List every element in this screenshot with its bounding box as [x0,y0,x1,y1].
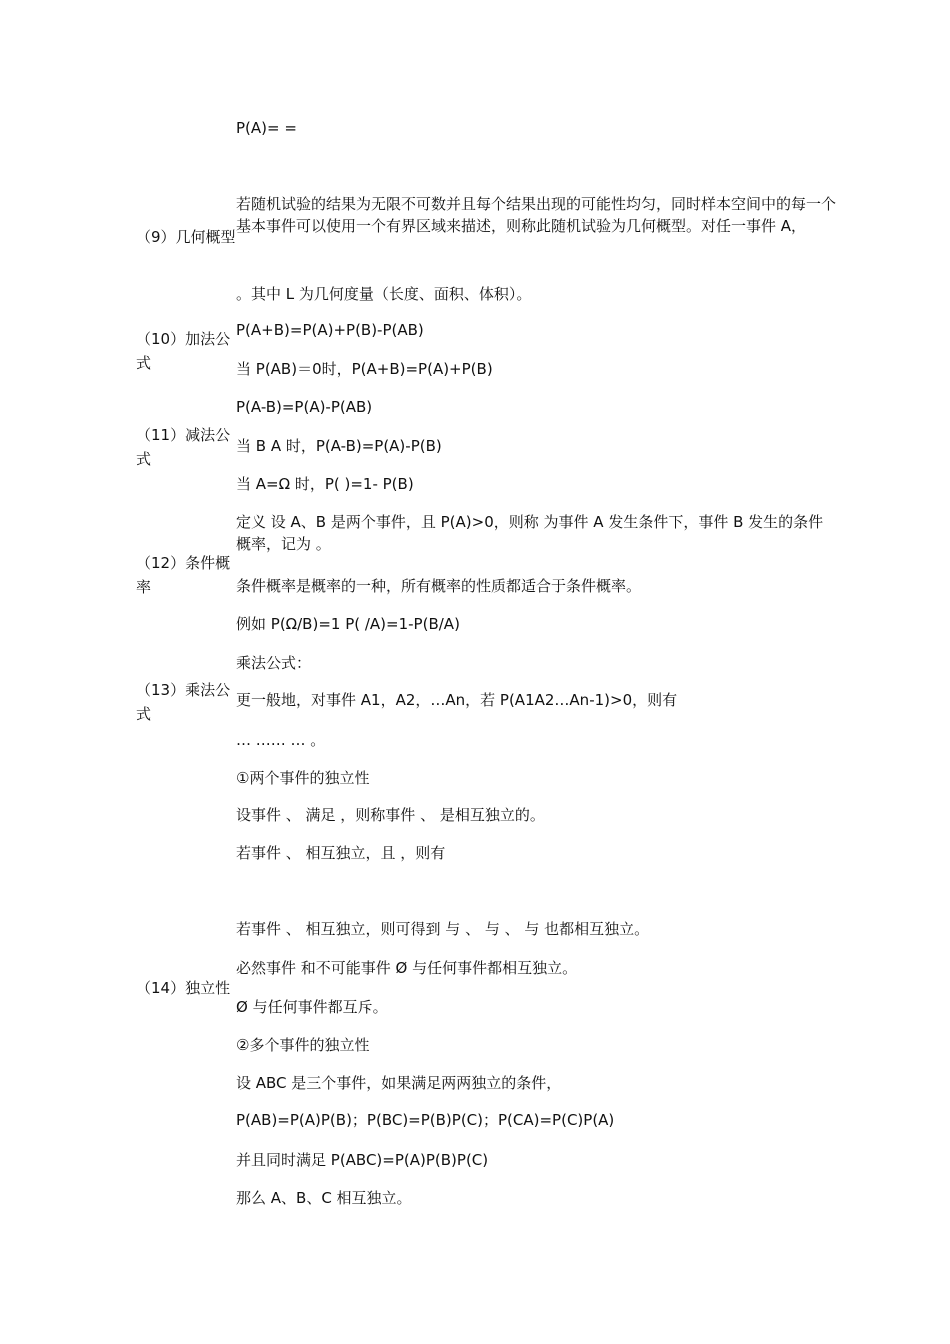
independence-empty-set-mutually-exclusive: Ø 与任何事件都互斥。 [236,998,388,1016]
independence-two-events-heading: ①两个事件的独立性 [236,769,370,787]
multiplication-title: 乘法公式： [236,654,312,672]
multiplication-ellipsis: … …… … 。 [236,731,326,749]
independence-three-events-condition: 设 ABC 是三个事件，如果满足两两独立的条件， [236,1074,562,1092]
independence-joint-formula: 并且同时满足 P(ABC)=P(A)P(B)P(C) [236,1151,489,1169]
addition-special-case: 当 P(AB)＝0时，P(A+B)=P(A)+P(B) [236,360,493,378]
section-label-geometric-probability: （9）几何概型 [136,228,236,246]
independence-two-events-definition: 设事件 、 满足 ，则称事件 、 是相互独立的。 [236,806,545,824]
formula-pa: P(A)= = [236,119,297,137]
addition-formula: P(A+B)=P(A)+P(B)-P(AB) [236,321,424,339]
multiplication-general: 更一般地，对事件 A1，A2，…An，若 P(A1A2…An-1)>0，则有 [236,691,678,709]
conditional-example: 例如 P(Ω/B)=1 P( /A)=1-P(B/A) [236,615,460,633]
section-label-addition-formula: （10）加法公式 [136,330,231,372]
independence-certain-impossible: 必然事件 和不可能事件 Ø 与任何事件都相互独立。 [236,959,578,977]
independence-conclusion: 那么 A、B、C 相互独立。 [236,1189,412,1207]
subtraction-formula: P(A-B)=P(A)-P(AB) [236,398,373,416]
section-label-conditional-probability: （12）条件概率 [136,554,231,596]
independence-two-events-property: 若事件 、 相互独立，且 ，则有 [236,844,446,862]
subtraction-omega-case: 当 A=Ω 时，P( )=1- P(B) [236,475,414,493]
section-label-subtraction-formula: （11）减法公式 [136,426,231,468]
section-label-independence: （14）独立性 [136,979,231,997]
subtraction-subset-case: 当 B A 时，P(A-B)=P(A)-P(B) [236,437,442,455]
conditional-definition: 定义 设 A、B 是两个事件，且 P(A)>0，则称 为事件 A 发生条件下，事件 B 发生的条件概率，记为 。 [236,513,824,553]
independence-pairwise-formulas: P(AB)=P(A)P(B)；P(BC)=P(B)P(C)；P(CA)=P(C)P(A) [236,1111,615,1129]
conditional-note: 条件概率是概率的一种，所有概率的性质都适合于条件概率。 [236,577,642,595]
independence-multiple-events-heading: ②多个事件的独立性 [236,1036,370,1054]
independence-complement-property: 若事件 、 相互独立，则可得到 与 、 与 、 与 也都相互独立。 [236,920,650,938]
section-label-multiplication-formula: （13）乘法公式 [136,681,231,723]
geometric-measure-note: 。其中 L 为几何度量（长度、面积、体积）。 [236,285,532,303]
geometric-definition: 若随机试验的结果为无限不可数并且每个结果出现的可能性均匀，同时样本空间中的每一个基本事件可以使用一个有界区域来描述，则称此随机试验为几何概型。对任一事件 A， [236,195,837,235]
